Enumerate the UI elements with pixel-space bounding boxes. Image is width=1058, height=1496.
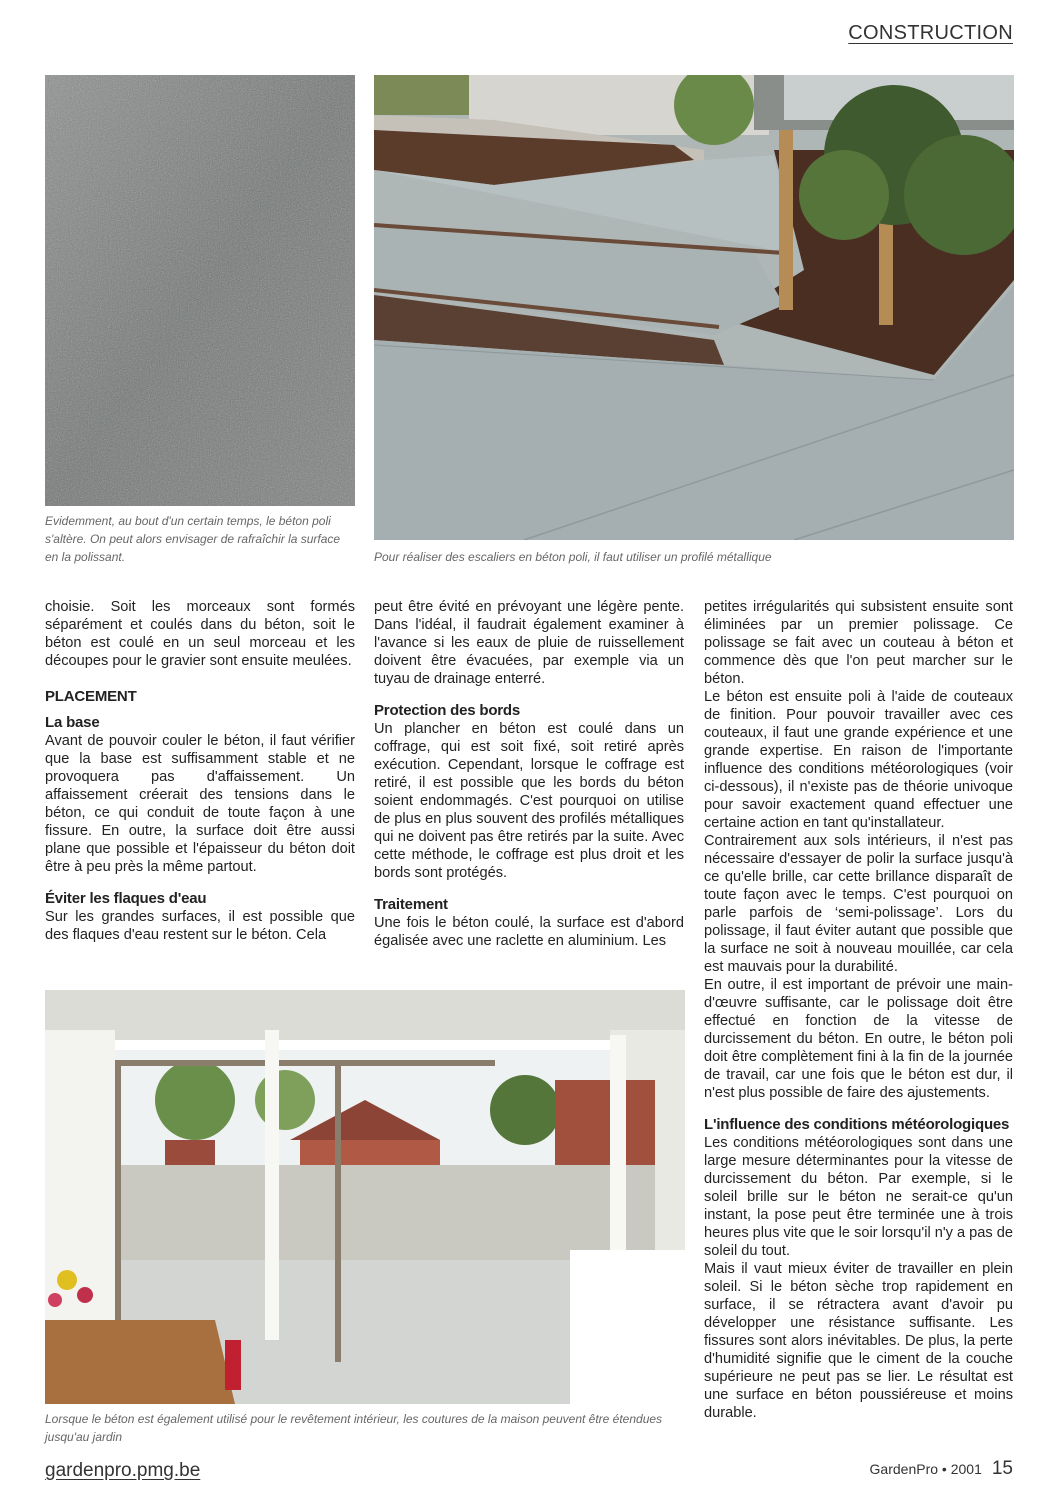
paragraph: En outre, il est important de prévoir une main-d'œuvre suffisante, car le polissage doit être effectué en fonction de la vitesse de durcissement du béton. En outre, le béton poli doit être complètement fini à la fin de la journée de travail, car une fois que le béton est dur, il n'est plus possible de faire des ajustements. [704,977,1013,1101]
article-column-3 [704,598,1013,1422]
issue-label: GardenPro • 2001 [869,1461,982,1477]
photo-caption-bottom: Lorsque le béton est également utilisé pour le revêtement intérieur, les coutures de la maison peuvent être étendues jusqu'au jardin [45,1412,663,1444]
section-tag: CONSTRUCTION [848,22,1013,44]
page-number: 15 [991,1458,1013,1479]
heading-protection-bords: Protection des bords [374,702,521,719]
photo-concrete-steps [374,75,1014,540]
paragraph: Le béton est ensuite poli à l'aide de couteaux de finition. Pour pouvoir travailler avec ces couteaux, il faut une grande expérience et une grande expertise. En raison de l'importante influence des conditions météorologiques (voir ci-dessous), il n'existe pas de théorie univoque pour savoir exactement quand effectuer une certaine action en tant qu'installateur. [704,689,1013,831]
paragraph: peut être évité en prévoyant une légère pente. Dans l'idéal, il faudrait également examiner à l'avance si les eaux de pluie de ruissellement doivent être évacuées, par exemple via un tuyau de drainage enterré. [374,599,684,687]
photo-caption-top-left: Evidemment, au bout d'un certain temps, le béton poli s'altère. On peut alors envisager de rafraîchir la surface en la polissant. [45,514,341,564]
paragraph: Contrairement aux sols intérieurs, il n'est pas nécessaire d'essayer de polir la surface jusqu'à ce qu'elle brille, car cette brillance disparaît de toute façon avec le temps. C'est pourquoi on parle parfois de ‘semi-polissage’. Lors du polissage, il faut éviter autant que possible que la surface ne soit à nouveau mouillée, car cela est mauvais pour la durabilité. [704,833,1013,975]
photo-concrete-surface [45,75,355,506]
heading-flaques: Éviter les flaques d'eau [45,890,207,907]
photo-credit: © archimedia.be [582,1381,677,1396]
heading-conditions-meteo: L'influence des conditions météorologiques [704,1116,1010,1133]
photo-caption-top-right: Pour réaliser des escaliers en béton poli, il faut utiliser un profilé métallique [374,550,772,564]
article-column-2 [374,598,684,950]
paragraph: choisie. Soit les morceaux sont formés séparément et coulés dans du béton, soit le béton est coulé en un seul morceau et les découpes pour le gravier sont ensuite meulées. [45,599,355,669]
paragraph: Avant de pouvoir couler le béton, il faut vérifier que la base est suffisamment stable et ne provoquera pas d'affaissement. Un affaissement créerait des tensions dans le béton, ce qui conduit de toute façon à une fissure. En outre, la surface doit être aussi plane que possible et l'épaisseur du béton doit être à peu près la même partout. [45,733,355,875]
website-link[interactable]: gardenpro.pmg.be [45,1460,201,1481]
paragraph: Une fois le béton coulé, la surface est d'abord égalisée avec une raclette en aluminium. Les [374,915,684,949]
paragraph: petites irrégularités qui subsistent ensuite sont éliminées par un premier polissage. Ce polissage se fait avec un couteau à béton et commence dès que l'on peut marcher sur le béton. [704,599,1013,687]
paragraph: Un plancher en béton est coulé dans un coffrage, qui est soit fixé, soit retiré après exécution. Cependant, lorsque le coffrage est retiré, il est possible que les bords du béton soient endommagés. C'est pourquoi on utilise de plus en plus souvent des profilés métalliques qui ne doivent pas être retirés par la suite. Avec cette méthode, le coffrage est plus droit et les bords sont protégés. [374,721,684,881]
photo-interior-garden [45,990,685,1404]
paragraph: Les conditions météorologiques sont dans une large mesure déterminantes pour la vitesse de durcissement du béton. Par exemple, si le soleil brille sur le béton ne serait-ce qu'un instant, la pose peut être terminée une à trois heures plus vite que le soir lorsqu'il n'y a pas de soleil du tout. [704,1135,1013,1259]
heading-la-base: La base [45,714,100,731]
heading-placement: PLACEMENT [45,688,137,705]
heading-traitement: Traitement [374,896,448,913]
footer-info [870,1458,1013,1480]
paragraph: Mais il vaut mieux éviter de travailler en plein soleil. Si le béton sèche trop rapidement en surface, il se rétractera avant d'avoir pu développer une résistance suffisante. Les fissures sont alors inévitables. De plus, la perte d'humidité signifie que le ciment de la couche supérieure ne peut pas se lier. Le résultat est une surface en béton poussiéreuse et moins durable. [704,1261,1013,1421]
paragraph: Sur les grandes surfaces, il est possible que des flaques d'eau restent sur le béton. Cela [45,909,355,943]
article-column-1 [45,598,355,944]
